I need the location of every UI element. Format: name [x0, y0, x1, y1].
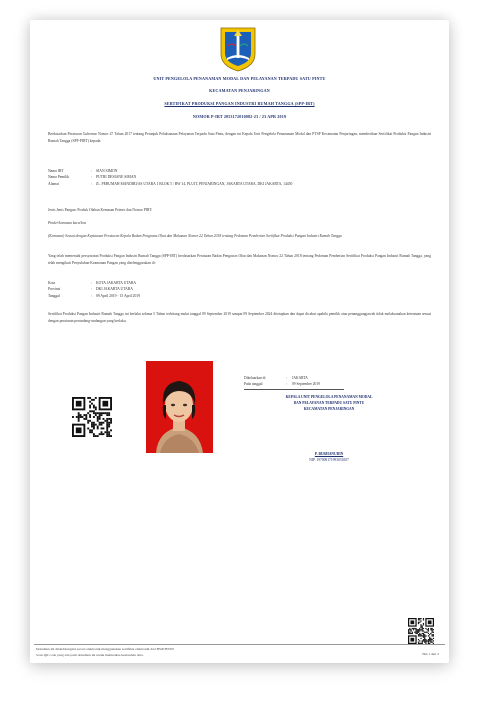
- footer-qr-code-icon: [408, 618, 434, 644]
- issued-date-label: Pada tanggal: [244, 382, 263, 386]
- signatory-title-1: KEPALA UNIT PENGELOLA PENANAMAN MODAL: [285, 395, 373, 399]
- qr-code-icon: [72, 397, 112, 437]
- location-value: 09 April 2019 - 15 April 2019: [96, 293, 141, 298]
- divider: [244, 389, 344, 390]
- agency-heading: UNIT PENGELOLA PENANAMAN MODAL DAN PELAYANAN TERPADU SATU PINTU: [153, 76, 326, 81]
- identity-value: PUTRI DESIANE SIMAN: [96, 175, 137, 180]
- location-row-date: Tanggal : 09 April 2019 - 15 April 2019: [48, 293, 431, 300]
- footer-divider: [34, 644, 445, 645]
- location-key: Kota: [48, 281, 56, 285]
- location-row-province: Provinsi : DKI JAKARTA UTARA: [48, 286, 431, 293]
- certificate-number: NOMOR P-IRT 2053172010082-23 / 23 APR 2019: [192, 114, 287, 119]
- location-row-city: Kota : KOTA JAKARTA UTARA: [48, 280, 431, 287]
- identity-key: Nama Pemilik: [48, 175, 70, 180]
- page-number: Hal 1 dari 2: [422, 652, 439, 656]
- identity-row-address: Alamat : JL. PERUMAH MANDIRI/AS UTARA 1 BLOK 5 / RW 14, PLUIT, PENJARINGAN, JAKARTA UTARA, DKI JAKARTA, 14450: [48, 181, 431, 195]
- decree-paragraph: (Kemasan) Sesuai dengan Keputusan Peraturan Kepala Badan Pengawas Obat dan Makanan Nomor 22 Tahun 2018 tentang Pedoman Pemberian Sertifikat Produksi Pangan Industri Rumah Tangga: [48, 234, 342, 238]
- footer-note-1: Dokumen ini ditandatangani secara elektronik menggunakan sertifikat elektronik dari BSrE/BSSN: [36, 647, 174, 651]
- certificate-page: [30, 20, 449, 663]
- identity-block: [48, 168, 431, 208]
- location-value: DKI JAKARTA UTARA: [96, 287, 133, 292]
- signatory-title-2: DAN PELAYANAN TERPADU SATU PINTU: [293, 401, 365, 405]
- product-value: Pinder/kemasan kaca/box: [48, 221, 87, 225]
- identity-row-name: Nama IRT : SIAN SIMON: [48, 168, 431, 175]
- signatory-nip: NIP. 197008171993031007: [309, 458, 349, 462]
- issued-place-label: Dikeluarkan di: [244, 376, 266, 380]
- identity-value: SIAN SIMON: [96, 169, 118, 173]
- jakarta-emblem-icon: [218, 26, 258, 72]
- identity-value: JL. PERUMAH MANDIRI/AS UTARA 1 BLOK 5 / RW 14, PLUIT, PENJARINGAN, JAKARTA UTARA, DKI JAKARTA, 14450: [96, 181, 293, 186]
- owner-photo: [146, 361, 213, 453]
- product-line: Jenis Jenis Pangan: Produk Olahan Kemasan Primer dan Nomor PIRT:: [48, 208, 153, 212]
- signatory-title-3: KECAMATAN PENJARINGAN: [303, 407, 355, 411]
- district-heading: KECAMATAN PENJARINGAN: [209, 88, 270, 93]
- certificate-title: SERTIFIKAT PRODUKSI PANGAN INDUSTRI RUMAH TANGGA (SPP-IRT): [164, 101, 315, 106]
- location-key: Tanggal: [48, 293, 60, 298]
- footer-note-2: Scan QR code yang ada pada dokumen ini untuk memeriksa keabsahan data.: [36, 653, 144, 657]
- location-key: Provinsi: [48, 287, 61, 292]
- validity-paragraph: Sertifikat Produksi Pangan Industri Rumah Tangga ini berlaku selama 5 Tahun terhitung mulai tanggal 09 September 2019 sampai 09 September 2024 ditetapkan dan dapat dicabut apabila pemilik atau penanggungjawab tidak melaksanakan ketentuan sesuai dengan peraturan perundang-undangan yang berlaku.: [48, 312, 431, 323]
- issued-place-value: JAKARTA: [292, 376, 308, 380]
- issued-date-row: Pada tanggal : 09 September 2019: [244, 382, 320, 386]
- location-value: KOTA JAKARTA UTARA: [96, 281, 137, 285]
- signatory-name: P. BURHANUDIN: [314, 452, 344, 456]
- issued-date-value: 09 September 2019: [292, 382, 320, 386]
- identity-key: Nama IRT: [48, 169, 64, 173]
- intro-paragraph: Berdasarkan Peraturan Gubernur Nomor 47 Tahun 2017 tentang Petunjuk Pelaksanaan Pelayanan Terpadu Satu Pintu, dengan ini Kepala Unit Pengelola Penanaman Modal dan PTSP Kecamatan Penjaringan, memberikan Sertifikat Produksi Pangan Industri Rumah Tangga (SPP-PIRT) kepada:: [48, 132, 431, 143]
- identity-key: Alamat: [48, 181, 59, 186]
- issued-place-row: Dikeluarkan di : JAKARTA: [244, 376, 308, 380]
- requirements-paragraph: Yang telah memenuhi persyaratan Produksi Pangan Industri Rumah Tangga (SPP-IRT) berdasarkan Peraturan Badan Pengawas Obat dan Makanan Nomor 22 Tahun 2018 tentang Pedoman Pemberian Sertifikat Produksi Pangan Industri Rumah Tangga, yang telah mengikuti Penyuluhan Keamanan Pangan yang diselenggarakan di:: [48, 254, 431, 265]
- identity-row-owner: Nama Pemilik : PUTRI DESIANE SIMAN: [48, 174, 431, 181]
- training-location-block: [48, 280, 431, 302]
